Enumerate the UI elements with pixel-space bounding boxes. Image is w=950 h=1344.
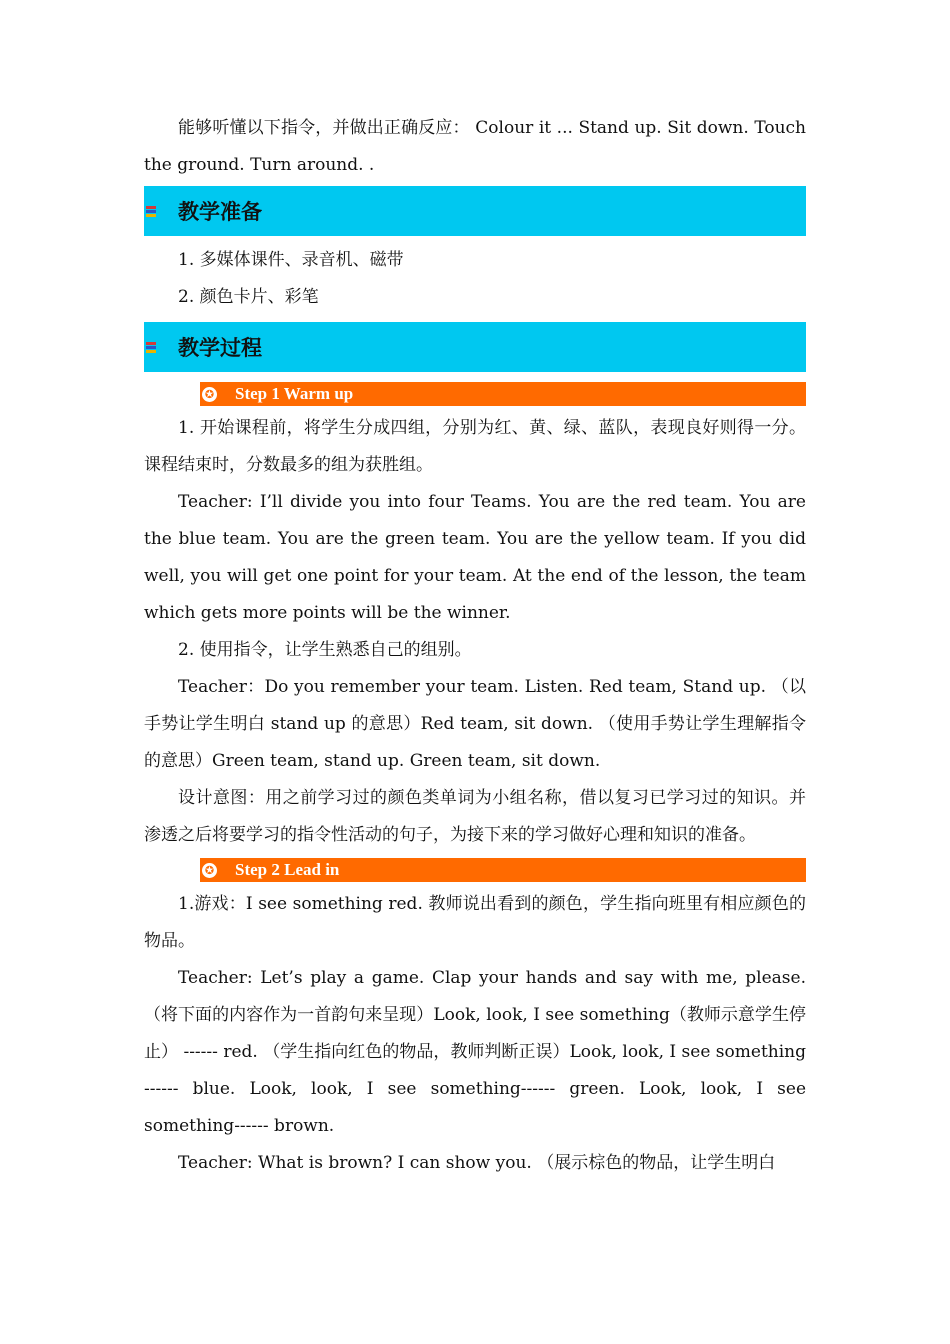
step1-paragraph-5: 设计意图：用之前学习过的颜色类单词为小组名称，借以复习已学习过的知识。并渗透之后将要学习的指令性活动的句子，为接下来的学习做好心理和知识的准备。 — [144, 788, 806, 845]
section-header-preparation — [144, 186, 806, 236]
step2-paragraph-1: 1.游戏：I see something red. 教师说出看到的颜色，学生指向班里有相应颜色的物品。 — [144, 894, 806, 951]
intro-paragraph: 能够听懂以下指令，并做出正确反应： Colour it ... Stand up. Sit down. Touch the ground. Turn around. . — [144, 118, 806, 175]
list-item: 2. 颜色卡片、彩笔 — [178, 287, 319, 307]
star-icon: ✪ — [202, 387, 217, 402]
step-header-lead-in — [200, 858, 806, 882]
document-page — [144, 110, 806, 1182]
step2-paragraph-2: Teacher: Let’s play a game. Clap your hands and say with me, please. （将下面的内容作为一首韵句来呈现）Look, look, I see something（教师示意学生停止） ------ red. （学生指向红色的物品，教师判断正误）Look, look, I see something ------ blue. Look, look, I see something------ green. Look, look, I see something------ brown. — [144, 968, 806, 1136]
star-icon: ✪ — [202, 863, 217, 878]
list-item: 1. 多媒体课件、录音机、磁带 — [178, 250, 404, 270]
step1-paragraph-2: Teacher: I’ll divide you into four Teams. You are the red team. You are the blue team. You are the green team. You are the yellow team. If you did well, you will get one point for your team. At the end of the lesson, the team which gets more points will be the winner. — [144, 492, 806, 623]
book-stack-icon — [146, 340, 160, 354]
step-header-warm-up — [200, 382, 806, 406]
section-title: 教学过程 — [178, 336, 262, 360]
section-title: 教学准备 — [178, 200, 262, 224]
step2-paragraph-3: Teacher: What is brown? I can show you. （展示棕色的物品，让学生明白 — [178, 1153, 776, 1173]
step-title: Step 1 Warm up — [235, 384, 354, 403]
book-stack-icon — [146, 204, 160, 218]
step1-paragraph-3: 2. 使用指令，让学生熟悉自己的组别。 — [178, 640, 472, 660]
step-title: Step 2 Lead in — [235, 860, 340, 879]
section-header-process — [144, 322, 806, 372]
step1-paragraph-1: 1. 开始课程前，将学生分成四组，分别为红、黄、绿、蓝队，表现良好则得一分。课程结束时，分数最多的组为获胜组。 — [144, 418, 806, 475]
step1-paragraph-4: Teacher：Do you remember your team. Listen. Red team, Stand up. （以手势让学生明白 stand up 的意思）Red team, sit down. （使用手势让学生理解指令的意思）Green team, stand up. Green team, sit down. — [144, 677, 806, 771]
